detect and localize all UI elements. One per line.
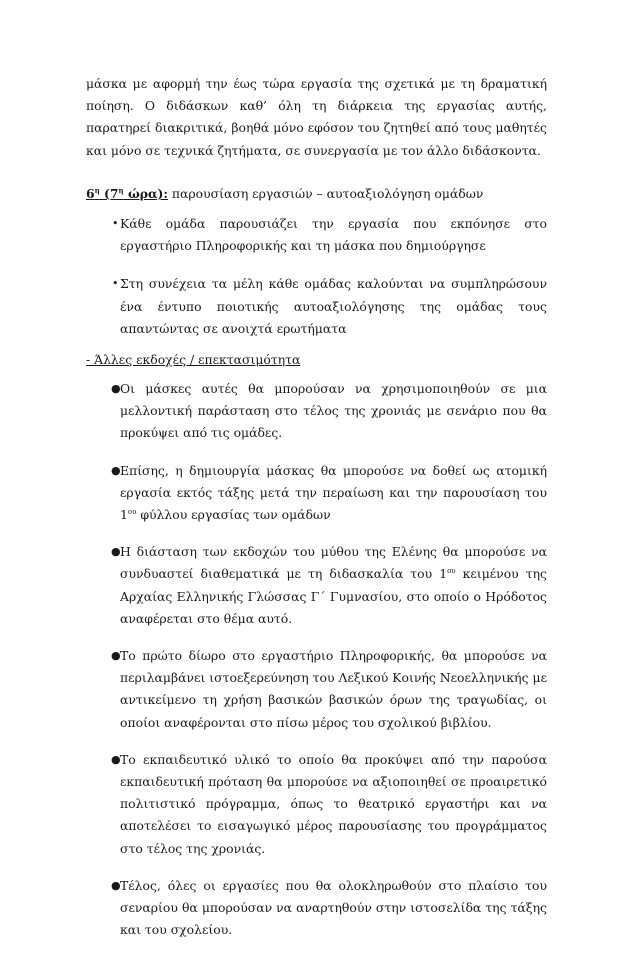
bullet-icon: ● [111,382,121,395]
list-item: ● Επίσης, η δημιουργία μάσκας θα μπορούσε να δοθεί ως ατομική εργασία εκτός τάξης μετά την περαίωση και την παρουσίαση του $1^{o\upsilon}$ φύλλου εργασίας των ομάδων [86,460,547,527]
bullet-icon: ● [111,649,121,663]
section-heading-presentation [86,184,483,204]
presentation-list [86,213,547,356]
list-item: • Κάθε ομάδα παρουσιάζει την εργασία που εκπόνησε στο εργαστήριο Πληροφορικής και τη μάσκα που δημιούργησε [86,213,547,257]
bullet-icon: • [112,277,119,291]
bullet-icon: • [112,217,119,230]
list-item: • Στη συνέχεια τα μέλη κάθε ομάδας καλούνται να συμπληρώσουν ένα έντυπο ποιοτικής αυτοαξιολόγησης της ομάδας τους απαντώντας σε ανοιχτά ερωτήματα [86,273,547,340]
bullet-icon: ● [111,463,121,477]
section-title: παρουσίαση εργασιών – αυτοαξιολόγηση ομάδων [167,186,484,201]
list-item: ● Οι μάσκες αυτές θα μπορούσαν να χρησιμοποιηθούν σε μια μελλοντική παράσταση στο τέλος της χρονιάς με σενάριο που θα προκύψει από τις ομάδες. [86,378,547,445]
intro-paragraph: μάσκα με αφορμή την έως τώρα εργασία της σχετικά με τη δραματική ποίηση. Ο διδάσκων καθ’ όλη τη διάρκεια της εργασίας αυτής, παρατηρεί διακριτικά, βοηθά μόνο εφόσον του ζητηθεί από τους μαθητές και μόνο σε τεχνικά ζητήματα, σε συνεργασία με τον άλλο διδάσκοντα. [86,76,547,158]
section-heading-extensions: - Άλλες εκδοχές / επεκτασιμότητα [86,352,301,367]
list-item: ● Η διάσταση των εκδοχών του μύθου της Ελένης θα μπορούσε να συνδυαστεί διαθεματικά με τη διδασκαλία του $1^{o\upsilon}$ κειμένου της Αρχαίας Ελληνικής Γλώσσας Γ΄ Γυμνασίου, στο οποίο ο Ηρόδοτος αναφέρεται στο θέμα αυτό. [86,541,547,630]
bullet-icon: ● [111,545,121,559]
session-number: $6^\eta$ ($7^\eta$ ώρα): [86,186,168,201]
bullet-icon: ● [111,878,121,892]
list-item: ● Το πρώτο δίωρο στο εργαστήριο Πληροφορικής, θα μπορούσε να περιλαμβάνει ιστοεξερεύνηση του Λεξικού Κοινής Νεοελληνικής με αντικείμενο τη χρήση βασικών βασικών όρων της τραγωδίας, οι οποίοι αναφέρονται στο πίσω μέρος του σχολικού βιβλίου. [86,645,547,734]
list-item: ● Το εκπαιδευτικό υλικό το οποίο θα προκύψει από την παρούσα εκπαιδευτική πρόταση θα μπορούσε να αξιοποιηθεί σε προαιρετικό πολιτιστικό πρόγραμμα, όπως το θεατρικό εργαστήρι και να αποτελέσει το εισαγωγικό μέρος παρουσίασης του προγράμματος στο τέλος της χρονιάς. [86,749,547,860]
list-item: ● Τέλος, όλες οι εργασίες που θα ολοκληρωθούν στο πλαίσιο του σεναρίου θα μπορούσαν να αναρτηθούν στην ιστοσελίδα της τάξης και του σχολείου. [86,875,547,942]
bullet-icon: ● [111,752,121,766]
extensions-list [86,378,547,956]
